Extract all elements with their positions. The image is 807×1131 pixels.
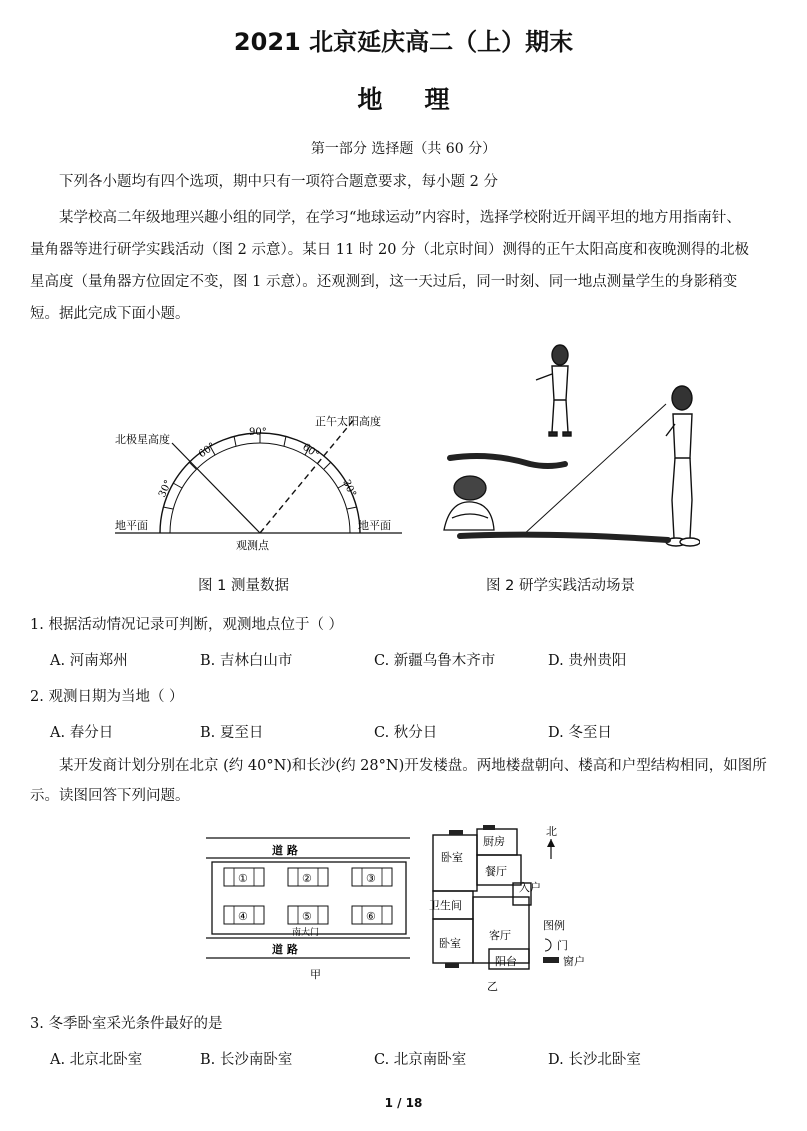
figure-1-caption: 图 1 测量数据 — [198, 578, 289, 594]
figure-1-protractor — [110, 405, 410, 555]
horizon-left-label: 地平面 — [115, 519, 148, 532]
figure-2-scene — [430, 340, 700, 550]
observation-point-label: 观测点 — [236, 539, 269, 552]
question-2-option-a[interactable]: A. 春分日 — [50, 725, 114, 741]
question-3-stem: 3. 冬季卧室采光条件最好的是 — [30, 1016, 223, 1032]
noon-sun-height-label: 正午太阳高度 — [315, 415, 381, 428]
building-1-label: ① — [238, 872, 248, 885]
figure-yi-label: 乙 — [487, 980, 498, 993]
building-4-label: ④ — [238, 910, 248, 923]
road-bottom-label: 道 路 — [272, 943, 298, 956]
legend-window-label: 窗户 — [563, 955, 585, 968]
tick-90-label: 90° — [249, 427, 267, 438]
passage-1-line: 星高度（量角器方位固定不变，图 1 示意）。还观测到，这一天过后，同一时刻、同一地点测量学生的身影稍变 — [30, 274, 738, 290]
question-1-option-b[interactable]: B. 吉林白山市 — [200, 653, 293, 669]
question-1-stem: 1. 根据活动情况记录可判断，观测地点位于（ ） — [30, 617, 344, 633]
page-number: 1 / 18 — [384, 1096, 423, 1110]
tick-60-right-label: 60° — [300, 441, 322, 461]
tick-30-left-label: 30° — [156, 478, 175, 500]
north-label: 北 — [546, 825, 557, 838]
question-1-option-c[interactable]: C. 新疆乌鲁木齐市 — [374, 653, 496, 669]
building-2-label: ② — [302, 872, 312, 885]
south-gate-label: 南大门 — [292, 928, 320, 938]
passage-2-line: 示。读图回答下列问题。 — [30, 788, 190, 804]
section-heading: 第一部分 选择题（共 60 分） — [310, 141, 497, 157]
figure-3-floor-plan — [425, 825, 615, 995]
legend-door-label: 门 — [557, 939, 568, 952]
figure-jia-label: 甲 — [310, 968, 321, 981]
subject-title: 地理 — [357, 85, 492, 114]
door-legend-icon — [545, 939, 551, 951]
question-2-option-d[interactable]: D. 冬至日 — [548, 725, 612, 741]
question-2-stem: 2. 观测日期为当地（ ） — [30, 689, 184, 705]
passage-1 — [30, 202, 778, 330]
passage-1-line: 量角器等进行研学实践活动（图 2 示意）。某日 11 时 20 分（北京时间）测得的正午太阳高度和夜晚测得的北极 — [30, 242, 750, 258]
room-bedroom-top: 卧室 — [441, 851, 463, 864]
passage-1-line: 某学校高二年级地理兴趣小组的同学，在学习“地球运动”内容时，选择学校附近开阔平坦的地方用指南针、 — [59, 210, 741, 226]
passage-2-line: 某开发商计划分别在北京 (约 40°N)和长沙(约 28°N)开发楼盘。两地楼盘朝向、楼高和户型结构相同，如图所 — [59, 758, 767, 774]
legend-title: 图例 — [543, 919, 565, 932]
page-title: 2021 北京延庆高二（上）期末 — [233, 28, 574, 56]
instructions: 下列各小题均有四个选项，期中只有一项符合题意要求，每小题 2 分 — [59, 174, 498, 190]
window-legend-icon — [543, 957, 559, 963]
room-kitchen: 厨房 — [483, 835, 505, 848]
question-3-option-b[interactable]: B. 长沙南卧室 — [200, 1052, 293, 1068]
building-6-label: ⑥ — [366, 910, 376, 923]
question-1-option-d[interactable]: D. 贵州贵阳 — [548, 653, 627, 669]
room-living: 客厅 — [489, 929, 511, 942]
crouching-student-icon — [444, 476, 494, 530]
building-3-label: ③ — [366, 872, 376, 885]
question-3-option-c[interactable]: C. 北京南卧室 — [374, 1052, 467, 1068]
question-2-option-b[interactable]: B. 夏至日 — [200, 725, 264, 741]
question-2-option-c[interactable]: C. 秋分日 — [374, 725, 438, 741]
student-figure-icon — [536, 345, 571, 436]
figure-3-site-plan — [200, 832, 416, 982]
passage-1-line: 短。据此完成下面小题。 — [30, 306, 190, 322]
passage-2 — [30, 751, 778, 811]
student-figure-icon — [666, 386, 700, 546]
room-balcony: 阳台 — [495, 955, 517, 968]
building-5-label: ⑤ — [302, 910, 312, 923]
question-3-option-d[interactable]: D. 长沙北卧室 — [548, 1052, 641, 1068]
polaris-height-label: 北极星高度 — [115, 433, 170, 446]
room-entrance: 入户 — [519, 881, 541, 894]
north-arrow-icon — [547, 839, 555, 859]
question-3-option-a[interactable]: A. 北京北卧室 — [50, 1052, 143, 1068]
tick-30-right-label: 30° — [340, 478, 358, 499]
road-top-label: 道 路 — [272, 844, 298, 857]
tick-60-left-label: 60° — [196, 440, 218, 461]
question-1-option-a[interactable]: A. 河南郑州 — [50, 653, 128, 669]
figure-2-caption: 图 2 研学实践活动场景 — [486, 578, 635, 594]
horizon-right-label: 地平面 — [358, 519, 391, 532]
room-dining: 餐厅 — [485, 865, 507, 878]
room-bathroom: 卫生间 — [429, 899, 462, 912]
room-bedroom-bottom: 卧室 — [439, 937, 461, 950]
